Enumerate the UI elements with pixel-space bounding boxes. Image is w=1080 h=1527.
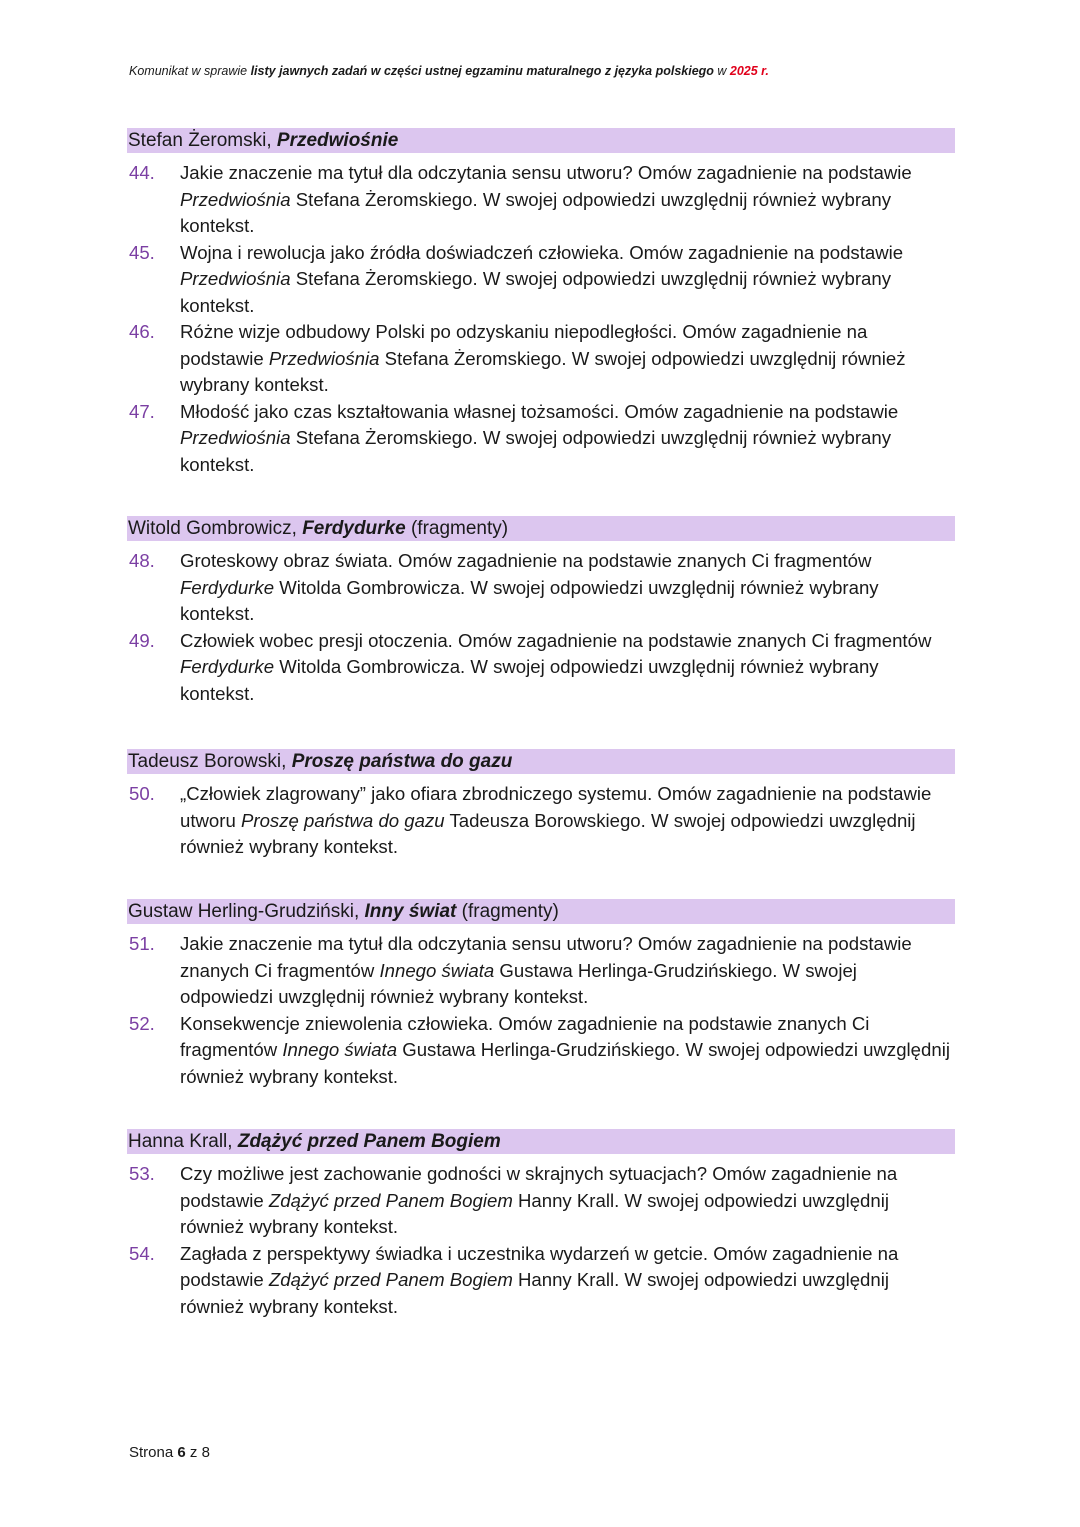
work-title: Innego świata <box>379 959 495 981</box>
question-text: Hanny Krall. W swojej odpowiedzi uwzględnij również wybrany kontekst. <box>180 1189 889 1237</box>
work-title: Ferdydurke <box>180 656 275 677</box>
section-title: Proszę państwa do gazu <box>291 751 513 772</box>
question-item <box>127 1161 955 1241</box>
page-header <box>129 64 959 78</box>
header-text-3: w <box>713 64 730 78</box>
question-item <box>127 1241 955 1321</box>
question-text: Witolda Gombrowicza. W swojej odpowiedzi uwzględnij również wybrany kontekst. <box>180 656 879 704</box>
section-author: Hanna Krall, <box>128 1131 238 1152</box>
question-text: Gustawa Herlinga-Grudzińskiego. W swojej odpowiedzi uwzględnij również wybrany kontekst. <box>180 1039 950 1087</box>
work-title: Przedwiośnia <box>268 347 380 369</box>
work-title: Przedwiośnia <box>180 427 291 448</box>
work-title: Przedwiośnia <box>180 188 291 210</box>
question-number: 47. <box>129 400 155 422</box>
page-footer <box>129 1444 210 1461</box>
question-text: Zagłada z perspektywy świadka i uczestnika wydarzeń w getcie. Omów zagadnienie na podstawie <box>180 1242 899 1290</box>
footer-total-pages: 8 <box>201 1444 210 1461</box>
header-text-1: Komunikat w sprawie <box>129 64 251 78</box>
question-number: 52. <box>129 1012 155 1034</box>
question-text: Wojna i rewolucja jako źródła doświadczeń człowieka. Omów zagadnienie na podstawie <box>180 241 904 263</box>
question-number: 45. <box>129 241 155 263</box>
question-text: Stefana Żeromskiego. W swojej odpowiedzi uwzględnij również wybrany kontekst. <box>180 268 892 316</box>
question-text: Stefana Żeromskiego. W swojej odpowiedzi uwzględnij również wybrany kontekst. <box>180 347 906 395</box>
work-title: Zdążyć przed Panem Bogiem <box>268 1189 513 1211</box>
question-text: Stefana Żeromskiego. W swojej odpowiedzi uwzględnij również wybrany kontekst. <box>180 427 892 475</box>
question-number: 53. <box>129 1163 155 1184</box>
section-heading <box>127 128 955 153</box>
question-text: „Człowiek zlagrowany” jako ofiara zbrodniczego systemu. Omów zagadnienie na podstawie utworu <box>180 783 932 831</box>
section-suffix: (fragmenty) <box>456 901 559 922</box>
section-author: Witold Gombrowicz, <box>128 518 303 539</box>
header-text-bold: listy jawnych zadań w części ustnej egzaminu maturalnego z języka polskiego <box>250 64 714 78</box>
question-text: Konsekwencje zniewolenia człowieka. Omów zagadnienie na podstawie znanych Ci fragmentów <box>180 1012 870 1060</box>
question-text: Witolda Gombrowicza. W swojej odpowiedzi uwzględnij również wybrany kontekst. <box>180 576 879 624</box>
question-number: 49. <box>129 629 155 651</box>
section-heading <box>127 899 955 924</box>
question-text: Jakie znaczenie ma tytuł dla odczytania sensu utworu? Omów zagadnienie na podstawie znanych Ci fragmentów <box>180 933 912 981</box>
section-zeromski <box>127 128 955 478</box>
footer-label: Strona <box>129 1444 178 1461</box>
section-suffix: (fragmenty) <box>405 518 509 539</box>
section-author: Tadeusz Borowski, <box>128 751 292 772</box>
section-title: Zdążyć przed Panem Bogiem <box>237 1131 501 1152</box>
section-heading <box>127 749 955 774</box>
question-text: Różne wizje odbudowy Polski po odzyskaniu niepodległości. Omów zagadnienie na podstawie <box>180 321 868 369</box>
footer-page-number: 6 <box>177 1444 186 1461</box>
question-text: Groteskowy obraz świata. Omów zagadnienie na podstawie znanych Ci fragmentów <box>180 550 872 571</box>
question-item <box>127 548 955 628</box>
question-item <box>127 319 955 399</box>
section-author: Gustaw Herling-Grudziński, <box>128 901 365 922</box>
question-text: Stefana Żeromskiego. W swojej odpowiedzi uwzględnij również wybrany kontekst. <box>180 188 892 236</box>
question-item <box>127 931 955 1011</box>
work-title: Ferdydurke <box>180 576 275 598</box>
question-text: Tadeusza Borowskiego. W swojej odpowiedzi uwzględnij również wybrany kontekst. <box>180 809 916 857</box>
question-text: Hanny Krall. W swojej odpowiedzi uwzględnij również wybrany kontekst. <box>180 1269 889 1317</box>
section-borowski <box>127 749 955 861</box>
question-text: Gustawa Herlinga-Grudzińskiego. W swojej odpowiedzi uwzględnij również wybrany kontekst. <box>180 959 857 1007</box>
question-text: Czy możliwe jest zachowanie godności w skrajnych sytuacjach? Omów zagadnienie na podstawie <box>180 1163 898 1211</box>
section-author: Stefan Żeromski, <box>128 130 277 151</box>
question-item <box>127 628 955 708</box>
question-item <box>127 240 955 320</box>
question-number: 46. <box>129 321 155 342</box>
section-gombrowicz <box>127 516 955 707</box>
question-text: Człowiek wobec presji otoczenia. Omów zagadnienie na podstawie znanych Ci fragmentów <box>180 629 932 651</box>
question-number: 44. <box>129 162 155 183</box>
question-item <box>127 399 955 479</box>
question-number: 54. <box>129 1242 155 1264</box>
header-year: 2025 r. <box>729 64 769 78</box>
work-title: Zdążyć przed Panem Bogiem <box>268 1269 513 1290</box>
question-text: Jakie znaczenie ma tytuł dla odczytania sensu utworu? Omów zagadnienie na podstawie <box>180 162 912 183</box>
question-number: 51. <box>129 933 155 954</box>
work-title: Innego świata <box>282 1039 398 1060</box>
section-title: Przedwiośnie <box>276 130 399 151</box>
work-title: Proszę państwa do gazu <box>240 809 445 831</box>
question-number: 50. <box>129 783 155 804</box>
question-item <box>127 160 955 240</box>
section-heading <box>127 1129 955 1154</box>
section-title: Ferdydurke <box>302 518 406 539</box>
section-heading <box>127 516 955 541</box>
section-herling-grudzinski <box>127 899 955 1090</box>
question-text: Młodość jako czas kształtowania własnej tożsamości. Omów zagadnienie na podstawie <box>180 400 899 422</box>
question-item <box>127 781 955 861</box>
section-title: Inny świat <box>364 901 457 922</box>
section-krall <box>127 1129 955 1320</box>
work-title: Przedwiośnia <box>180 268 291 289</box>
footer-separator: z <box>185 1444 202 1461</box>
question-number: 48. <box>129 550 155 571</box>
question-item <box>127 1011 955 1091</box>
